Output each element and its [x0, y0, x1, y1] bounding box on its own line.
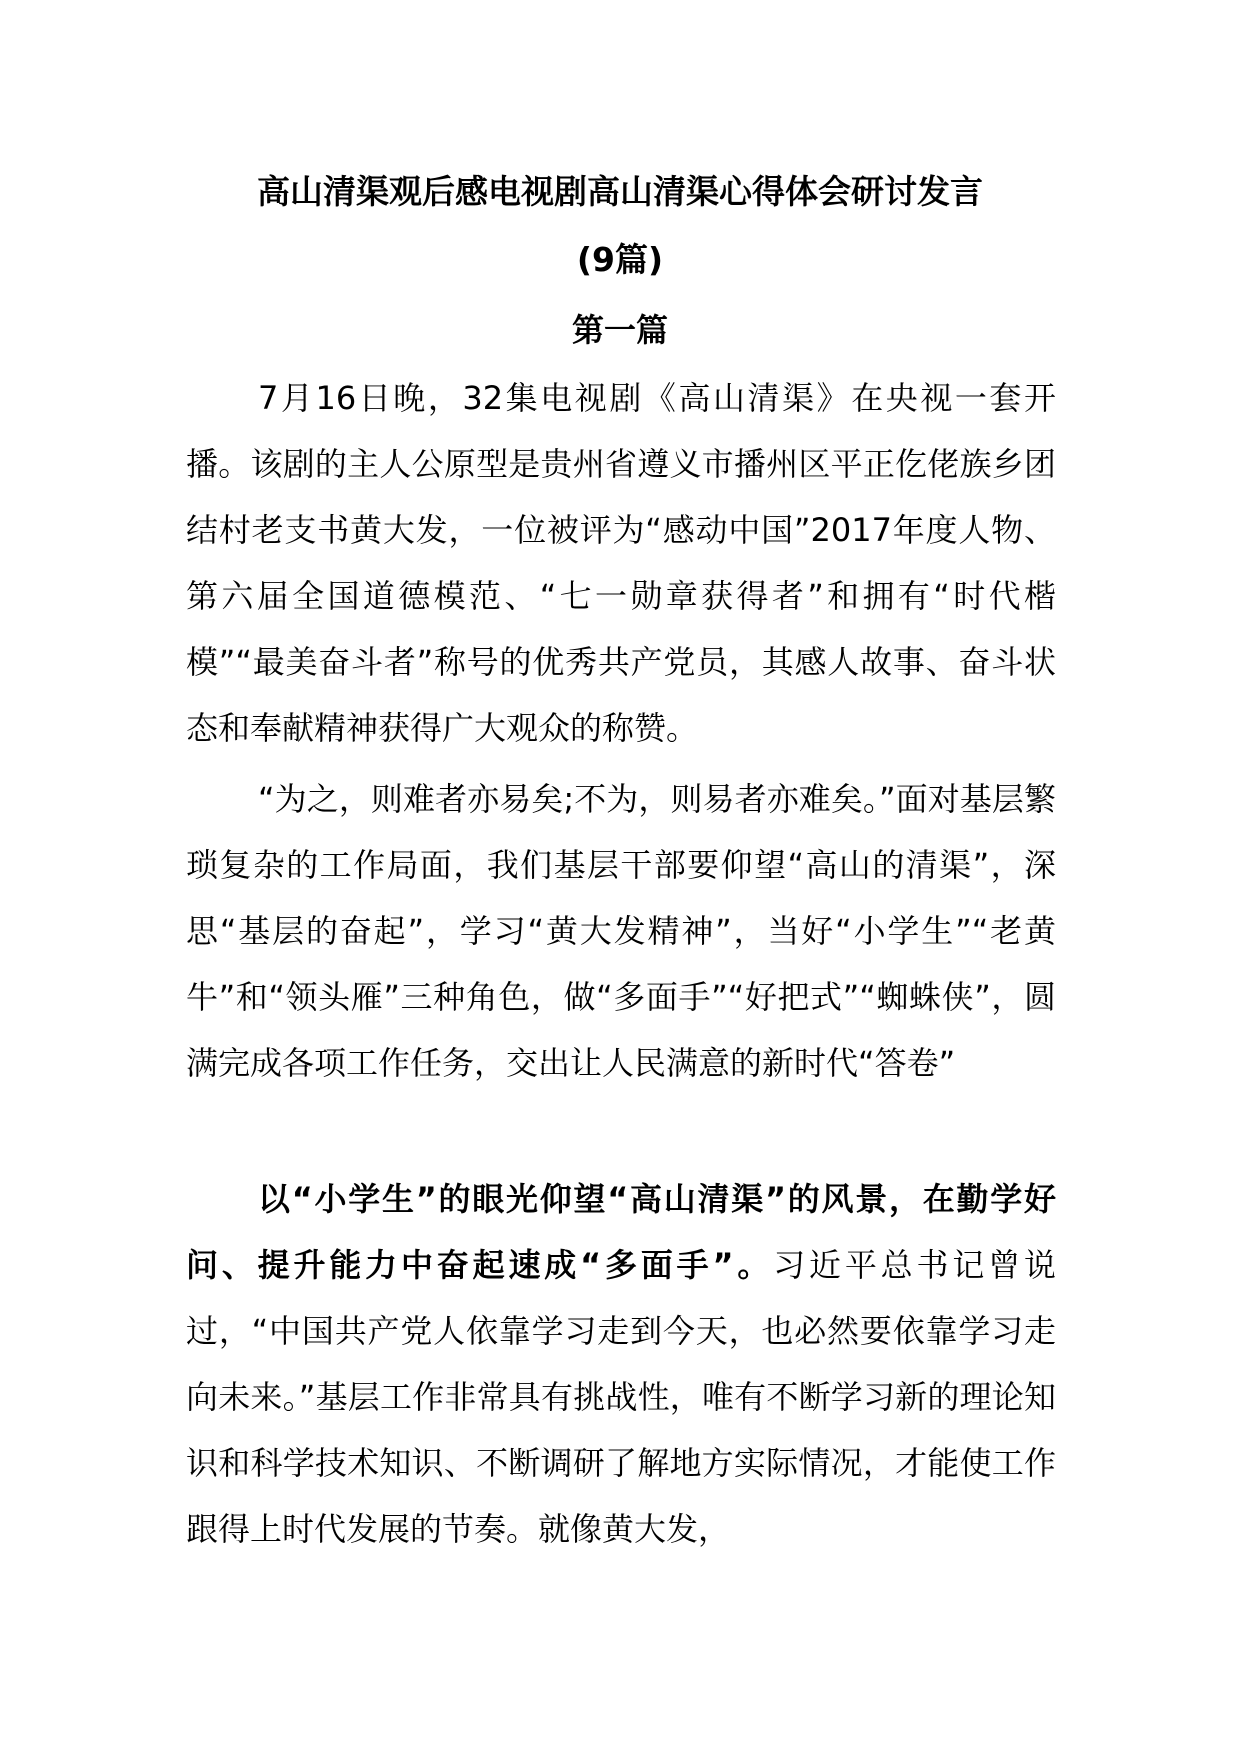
paragraph-3	[186, 1166, 1056, 1562]
document-title-count: (9篇)	[576, 240, 664, 279]
paragraph-3-bold-lead: 以“小学生”的眼光仰望“高山清渠”的风景，在勤学好问、提升能力中奋起速成“多面手”。	[186, 1180, 1056, 1284]
document-title: 高山清渠观后感电视剧高山清渠心得体会研讨发言	[257, 172, 983, 211]
paragraph-3-text: 习近平总书记曾说过，“中国共产党人依靠学习走到今天，也必然要依靠学习走向未来。”基层工作非常具有挑战性，唯有不断学习新的理论知识和科学技术知识、不断调研了解地方实际情况，才能使工作跟得上时代发展的节奏。就像黄大发，	[186, 1246, 1056, 1548]
section-heading: 第一篇	[571, 311, 668, 349]
paragraph-2: “为之，则难者亦易矣;不为，则易者亦难矣。”面对基层繁琐复杂的工作局面，我们基层干部要仰望“高山的清渠”，深思“基层的奋起”，学习“黄大发精神”，当好“小学生”“老黄牛”和“领头雁”三种角色，做“多面手”“好把式”“蜘蛛侠”，圆满完成各项工作任务，交出让人民满意的新时代“答卷”	[186, 780, 1056, 1082]
paragraph-1: 7月16日晚，32集电视剧《高山清渠》在央视一套开播。该剧的主人公原型是贵州省遵义市播州区平正仡佬族乡团结村老支书黄大发，一位被评为“感动中国”2017年度人物、第六届全国道德模范、“七一勋章获得者”和拥有“时代楷模”“最美奋斗者”称号的优秀共产党员，其感人故事、奋斗状态和奉献精神获得广大观众的称赞。	[186, 379, 1056, 747]
